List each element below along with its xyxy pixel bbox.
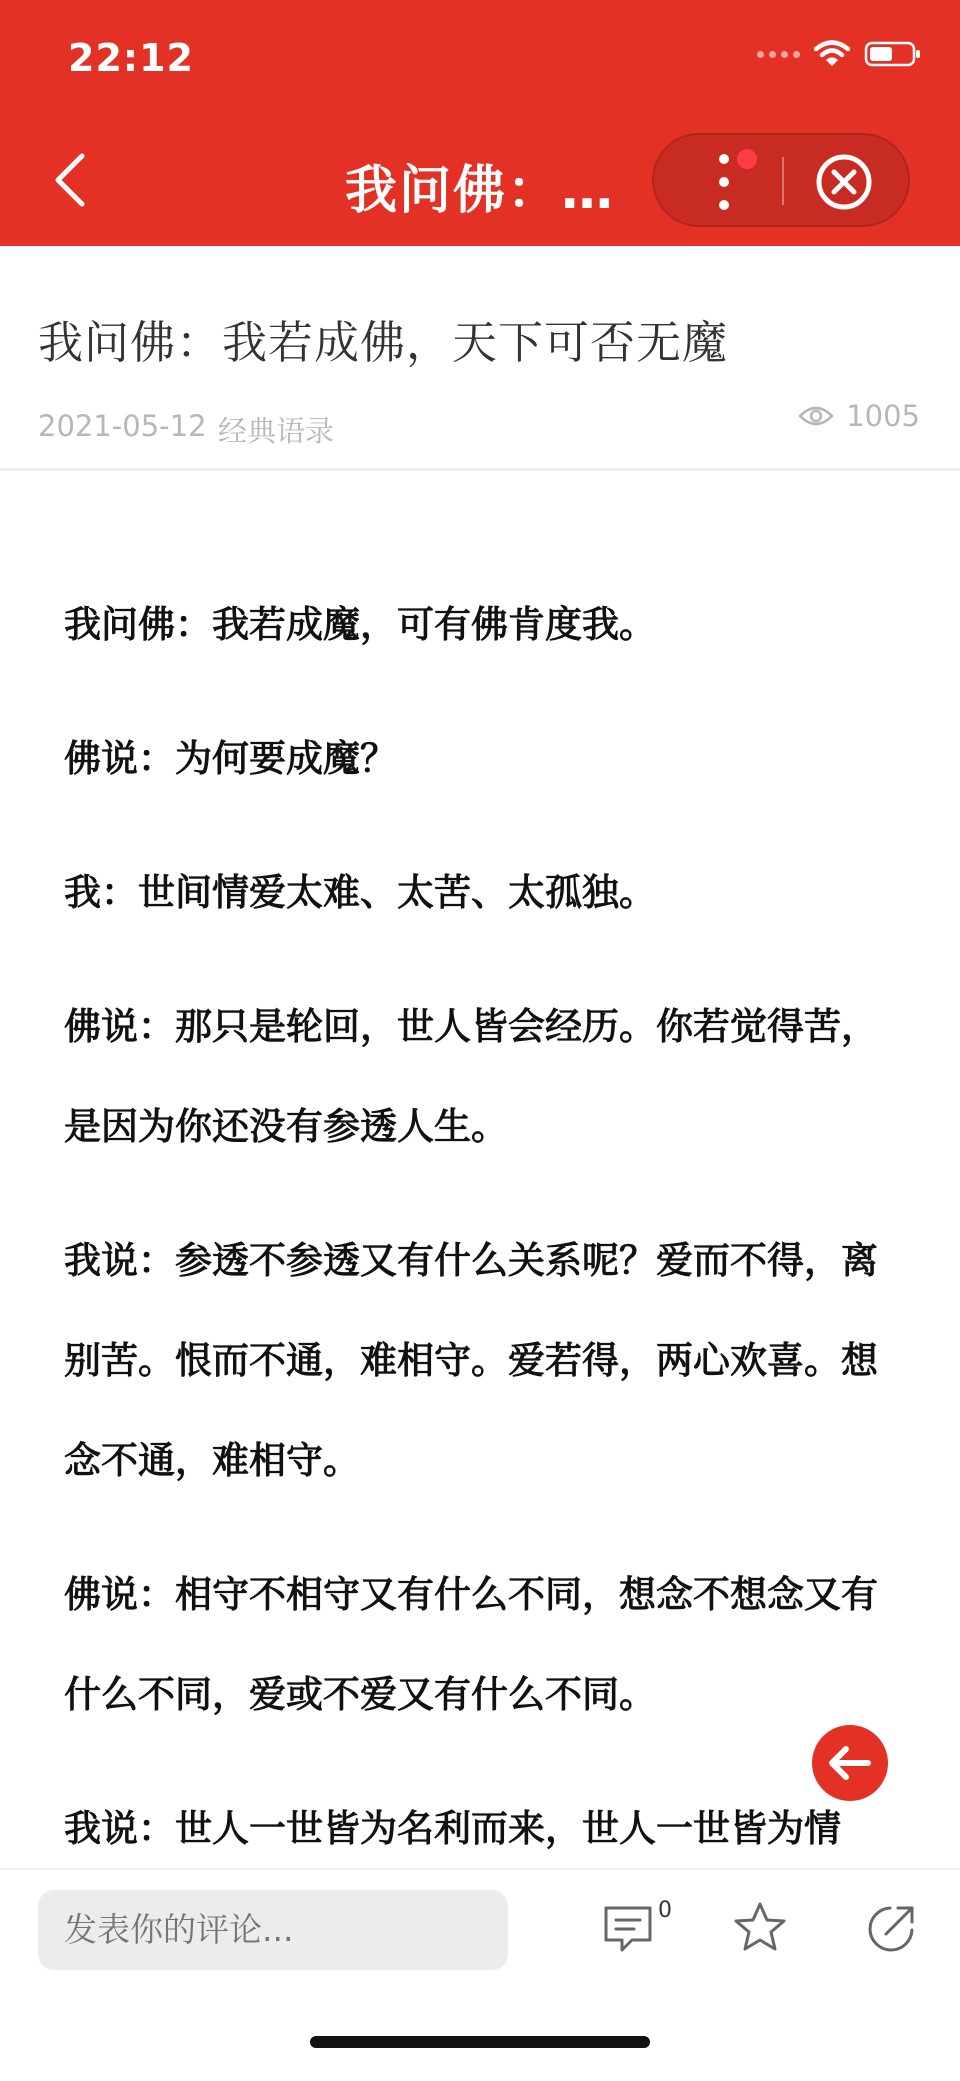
status-time: 22:12 xyxy=(68,36,194,80)
paragraph: 佛说：那只是轮回，世人皆会经历。你若觉得苦，是因为你还没有参透人生。 xyxy=(64,1005,878,1148)
paragraph: 我说：世人一世皆为名利而来，世人一世皆为情 xyxy=(64,1807,841,1850)
share-icon[interactable] xyxy=(862,1898,922,1958)
comment-icon[interactable] xyxy=(598,1898,658,1958)
header-bar xyxy=(0,0,960,246)
capsule-divider xyxy=(782,157,784,205)
paragraph: 佛说：相守不相守又有什么不同，想念不想念又有什么不同，爱或不爱又有什么不同。 xyxy=(64,1573,878,1716)
article-category[interactable]: 经典语录 xyxy=(218,414,335,448)
signal-icon xyxy=(757,51,800,58)
comment-input[interactable] xyxy=(38,1890,508,1970)
divider xyxy=(0,468,960,471)
article-body xyxy=(64,575,904,1875)
mini-program-capsule xyxy=(652,133,910,227)
paragraph: 我问佛：我若成魔，可有佛肯度我。 xyxy=(64,603,656,646)
paragraph: 佛说：为何要成魔？ xyxy=(64,737,397,780)
view-count-value: 1005 xyxy=(846,399,920,433)
status-icons xyxy=(757,40,922,68)
back-to-top-arrow-icon xyxy=(812,1725,888,1801)
notification-dot xyxy=(737,149,757,169)
close-circle-icon[interactable] xyxy=(814,152,874,212)
back-button-floating[interactable] xyxy=(812,1725,888,1801)
nav-bar xyxy=(0,130,960,230)
paragraph: 我说：参透不参透又有什么关系呢？爱而不得，离别苦。恨而不通，难相守。爱若得，两心欢喜。想念不通，难相守。 xyxy=(64,1239,878,1482)
page-title: 我问佛：… xyxy=(344,161,615,221)
paragraph: 我：世间情爱太难、太苦、太孤独。 xyxy=(64,871,656,914)
star-icon[interactable] xyxy=(730,1898,790,1958)
wifi-icon xyxy=(814,40,850,68)
article-date: 2021-05-12 xyxy=(38,409,207,443)
eye-icon xyxy=(798,404,834,428)
battery-icon xyxy=(864,40,922,68)
bottom-action-bar xyxy=(0,1868,960,2081)
home-indicator xyxy=(310,2036,650,2048)
article-title: 我问佛：我若成佛，天下可否无魔 xyxy=(38,316,729,369)
comment-count: 0 xyxy=(658,1898,672,1923)
view-count xyxy=(798,399,920,433)
